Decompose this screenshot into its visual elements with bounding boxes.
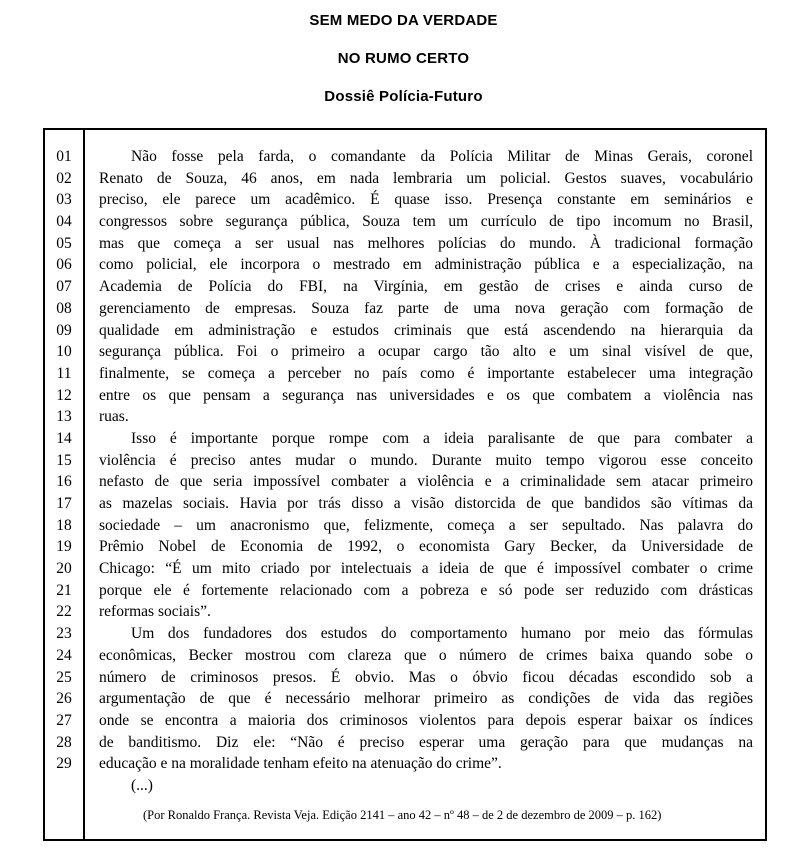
line-text: como policial, ele incorpora o mestrado em administração pública e a especialização, na [99,256,753,274]
line-text: econômicas, Becker mostrou com clareza que o número de crimes baixa quando sobe o [99,646,753,664]
line-text: preciso, ele parece um acadêmico. É quase isso. Presença constante em seminários e [99,191,753,209]
line-text: Academia de Polícia do FBI, na Virgínia, em gestão de crises e ainda curso de [99,278,753,296]
line-number: 05 [56,234,72,252]
line-number: 18 [56,516,72,534]
line-number: 02 [56,169,72,187]
line-number: 16 [56,473,72,491]
line-number: 13 [56,408,72,426]
line-number: 03 [56,191,72,209]
line-number: 11 [56,364,72,382]
line-numbers-column [45,130,85,839]
line-text: Não fosse pela farda, o comandante da Polícia Militar de Minas Gerais, coronel [131,148,753,165]
line-text: argumentação de que é necessário melhorar primeiro as condições de vida das regiões [99,690,753,708]
line-text: mas que começa a ser usual nas melhores polícias do mundo. À tradicional formação [99,234,753,252]
line-number: 17 [56,495,72,512]
line-number: 09 [56,321,72,339]
line-text: onde se encontra a maioria dos criminosos violentos para depois esperar baixar os índices [99,711,753,729]
line-text: sociedade – um anacronismo que, felizmente, começa a ser sepultado. Nas palavra do [99,516,753,534]
passage-lines [99,146,753,797]
line-text: violência é preciso antes mudar o mundo. Durante muito tempo vigorou esse conceito [99,451,753,469]
line-text: Um dos fundadores dos estudos do comportamento humano por meio das fórmulas [131,625,753,643]
line-text: qualidade em administração e estudos criminais que está ascendendo na hierarquia da [99,321,753,339]
line-text: educação e na moralidade tenham efeito na atenuação do crime”. [99,755,502,773]
line-number: 14 [56,429,72,447]
line-number: 04 [56,213,72,231]
line-number: 25 [56,668,72,686]
line-number: 10 [56,343,72,361]
line-text: Renato de Souza, 46 anos, em nada lembraria um policial. Gestos suaves, vocabulário [99,169,753,187]
line-text: as mazelas sociais. Havia por trás disso a visão distorcida de que bandidos são vítimas da [99,495,753,512]
line-number: 20 [56,560,72,578]
line-number: 07 [56,278,72,296]
line-number [45,775,83,797]
line-text: ruas. [99,408,129,426]
passage-text-column [85,130,765,839]
line-text: Chicago: “É um mito criado por intelectuais a ideia de que é impossível combater o crime [99,560,753,578]
line-number: 22 [56,603,72,621]
line-number: 08 [56,299,72,317]
line-text: gerenciamento de empresas. Souza faz parte de uma nova geração com formação de [99,299,753,317]
line-text: nefasto de que seria impossível combater a violência e a criminalidade sem atacar primeiro [99,473,753,491]
main-title: SEM MEDO DA VERDADE [309,12,498,29]
line-number: 29 [56,755,72,773]
line-number: 06 [56,256,72,274]
section-title: Dossiê Polícia-Futuro [324,88,483,105]
line-number: 21 [56,581,72,599]
line-text: número de criminosos presos. É obvio. Mas o óbvio ficou décadas escondido sob a [99,668,753,686]
line-text: entre os que pensam a segurança nas universidades e os que combatem a violência nas [99,386,753,404]
line-text: reformas sociais”. [99,603,211,621]
line-number: 24 [56,646,72,664]
line-number: 01 [56,148,72,165]
line-text: Prêmio Nobel de Economia de 1992, o economista Gary Becker, da Universidade de [99,538,753,556]
line-text: porque ele é fortemente relacionado com a pobreza e só pode ser reduzido com drásticas [99,581,753,599]
line-number: 27 [56,711,72,729]
line-text: Isso é importante porque rompe com a ideia paralisante de que para combater a [131,429,753,447]
line-text: segurança pública. Foi o primeiro a ocupar cargo tão alto e um sinal visível de que, [99,343,753,361]
line-number: 19 [56,538,72,556]
passage-box [43,128,767,841]
document-headers [0,0,807,104]
line-text: de banditismo. Diz ele: “Não é preciso esperar uma geração para que mudanças na [99,733,753,751]
subtitle: NO RUMO CERTO [337,50,470,67]
line-number: 23 [56,625,72,643]
line-number: 26 [56,690,72,708]
line-text: congressos sobre segurança pública, Souza tem um currículo de tipo incomum no Brasil, [99,213,753,231]
line-number: 15 [56,451,72,469]
line-text: (...) [131,776,153,794]
citation: (Por Ronaldo França. Revista Veja. Edição 2141 – ano 42 – nº 48 – de 2 de dezembro de 2009 – p. 162) [143,807,662,822]
line-text: finalmente, se começa a perceber no país como é importante estabelecer uma integração [99,364,753,382]
line-number: 28 [56,733,72,751]
line-number: 12 [56,386,72,404]
